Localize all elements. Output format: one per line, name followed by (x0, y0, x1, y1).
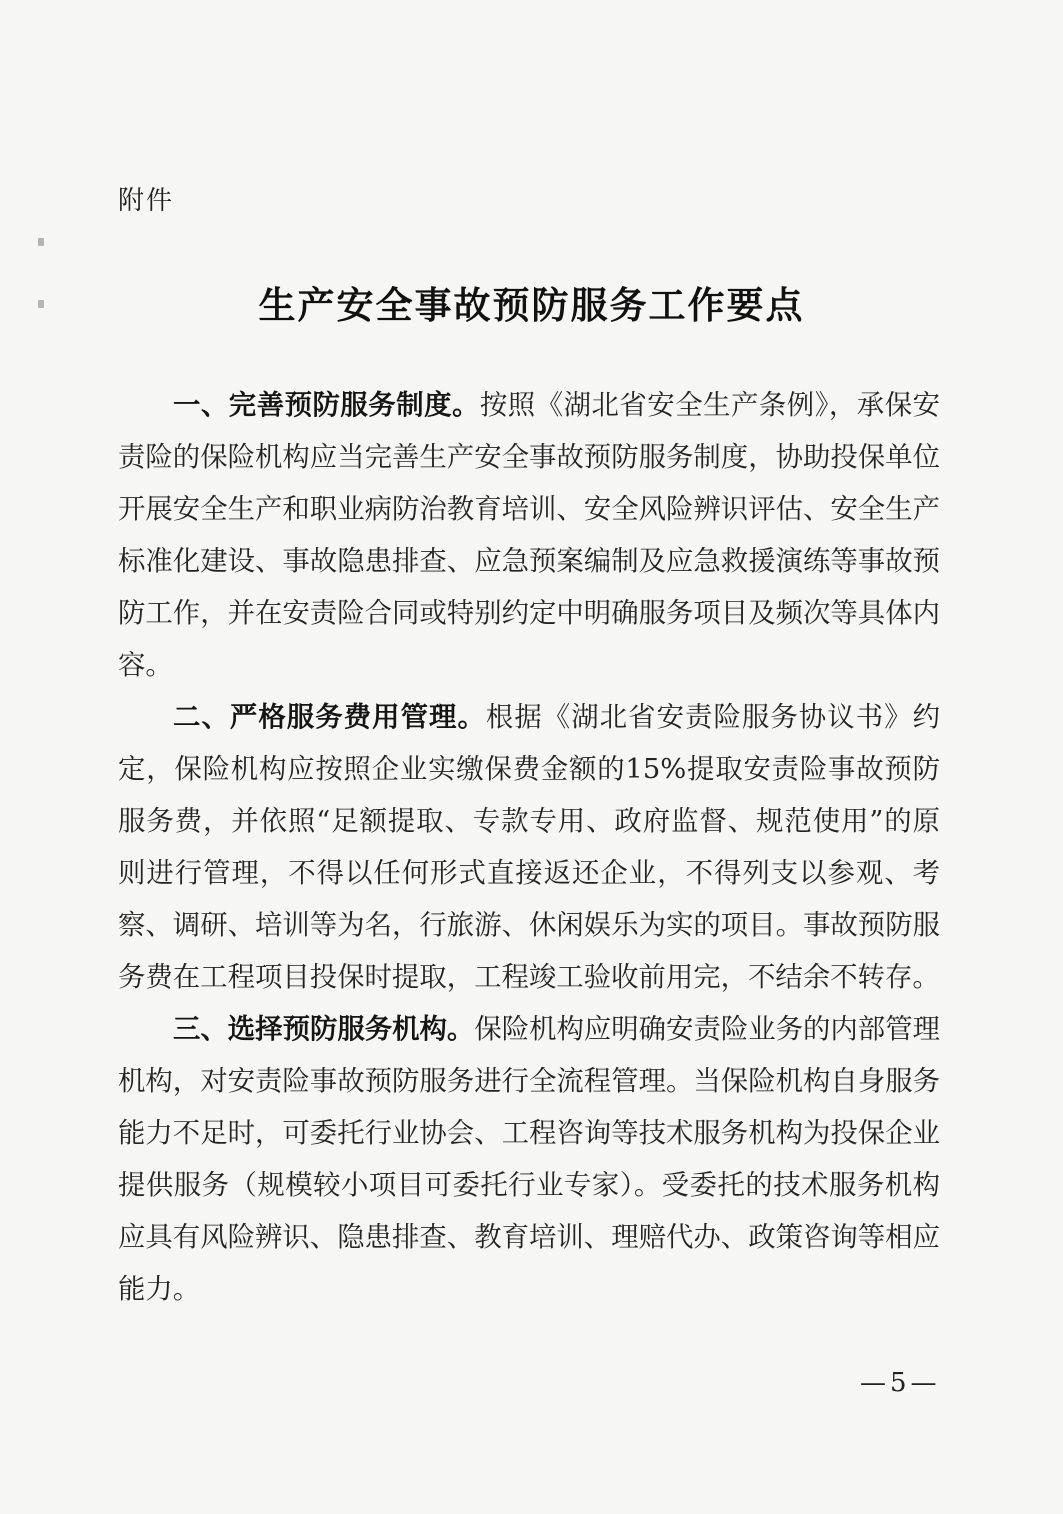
scan-mark (38, 238, 44, 246)
paragraph-text: 保险机构应明确安责险业务的内部管理机构，对安责险事故预防服务进行全流程管理。当保险机构自身服务能力不足时，可委托行业协会、工程咨询等技术服务机构为投保企业提供服务（规模较小项目可委托行业专家）。受委托的技术服务机构应具有风险辨识、隐患排查、教育培训、理赔代办、政策咨询等相应能力。 (118, 1014, 940, 1305)
page-number: —5— (860, 1368, 941, 1398)
paragraph-1 (118, 380, 940, 692)
paragraph-heading: 一、完善预防服务制度。 (173, 390, 480, 421)
paragraph-3 (118, 1004, 940, 1316)
paragraph-heading: 三、选择预防服务机构。 (173, 1014, 475, 1045)
paragraph-text: 按照《湖北省安全生产条例》，承保安责险的保险机构应当完善生产安全事故预防服务制度，协助投保单位开展安全生产和职业病防治教育培训、安全风险辨识评估、安全生产标准化建设、事故隐患排查、应急预案编制及应急救援演练等事故预防工作，并在安责险合同或特别约定中明确服务项目及频次等具体内容。 (118, 390, 940, 681)
attachment-label: 附件 (118, 186, 175, 216)
paragraph-heading: 二、严格服务费用管理。 (173, 702, 486, 733)
paragraph-text: 根据《湖北省安责险服务协议书》约定，保险机构应按照企业实缴保费金额的15%提取安责险事故预防服务费，并依照“足额提取、专款专用、政府监督、规范使用”的原则进行管理，不得以任何形式直接返还企业，不得列支以参观、考察、调研、培训等为名，行旅游、休闲娱乐为实的项目。事故预防服务费在工程项目投保时提取，工程竣工验收前用完，不结余不转存。 (118, 702, 940, 993)
paragraph-2 (118, 692, 940, 1004)
document-body (118, 380, 940, 1316)
document-title: 生产安全事故预防服务工作要点 (258, 284, 805, 327)
